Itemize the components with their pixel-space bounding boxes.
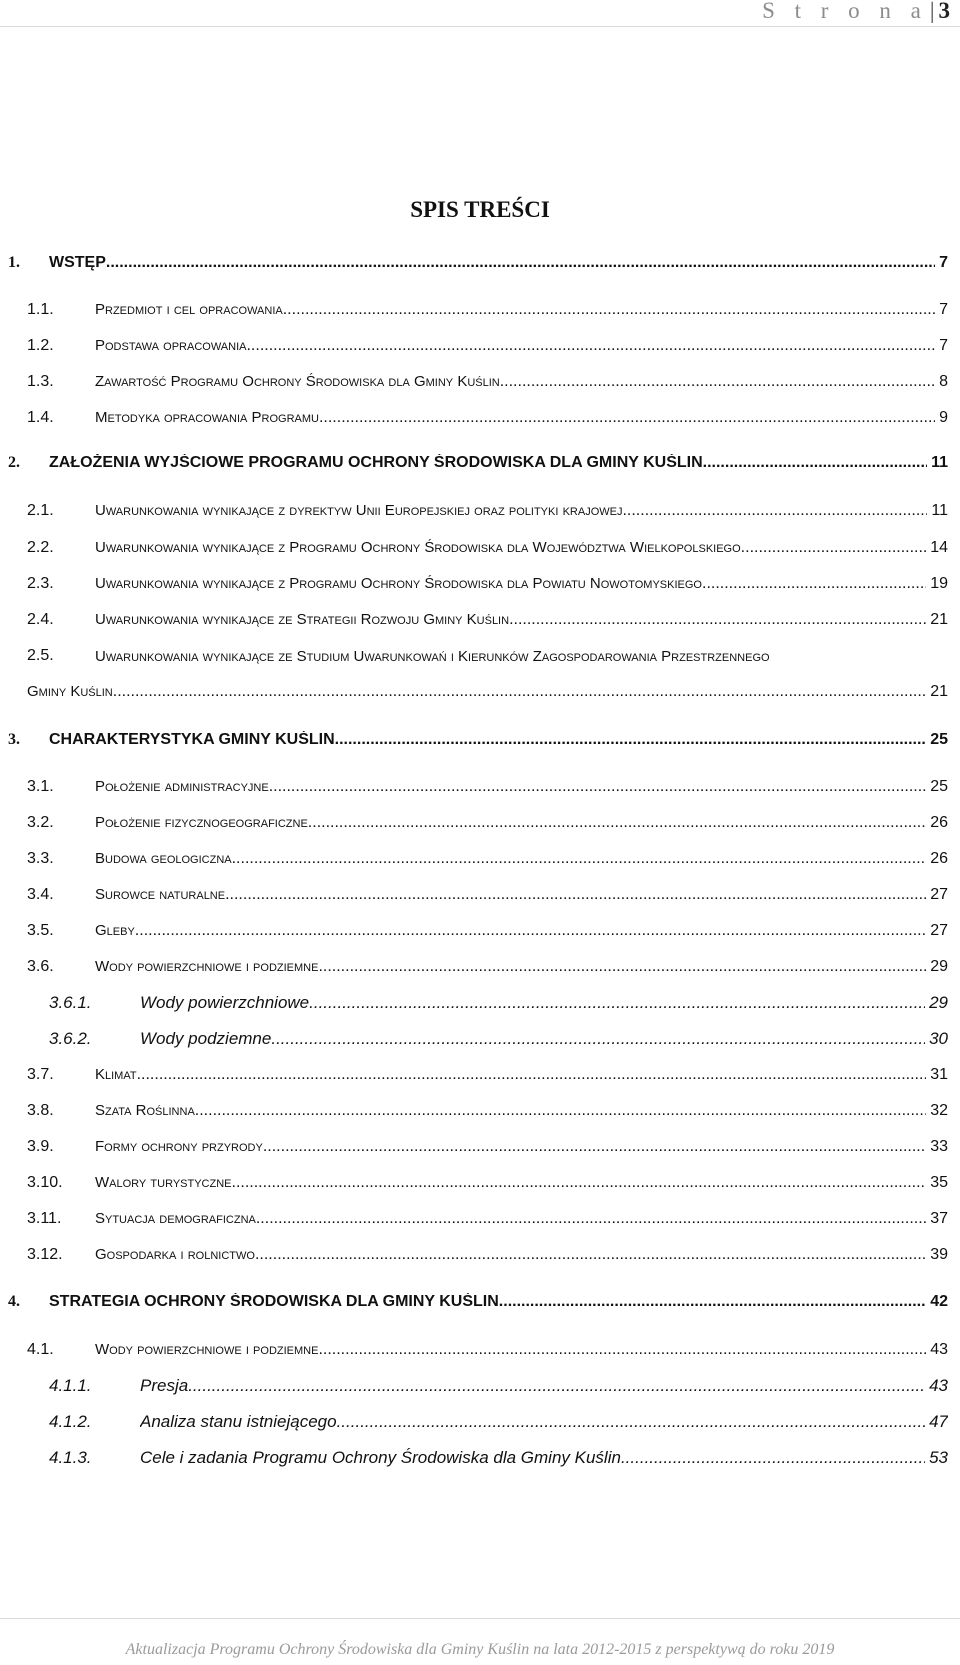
toc-entry-title-line	[95, 611, 948, 629]
toc-entry-title: WSTĘP	[49, 254, 106, 271]
toc-dot-leader	[283, 301, 935, 319]
toc-entry-title-line	[95, 778, 948, 796]
toc-entry[interactable]	[0, 810, 960, 836]
toc-entry[interactable]	[0, 450, 960, 476]
toc-entry-page: 39	[930, 1246, 948, 1263]
toc-entry-page: 43	[930, 1341, 948, 1358]
toc-entry-page: 14	[930, 539, 948, 556]
toc-entry-page: 11	[931, 502, 948, 519]
toc-dot-leader	[232, 850, 927, 868]
toc-entry[interactable]	[0, 846, 960, 872]
toc-dot-leader	[318, 1341, 926, 1359]
toc-entry-page: 29	[929, 993, 948, 1012]
toc-entry[interactable]	[0, 1134, 960, 1160]
toc-entry-title-line	[49, 1293, 948, 1311]
toc-entry-number: 4.1.1.	[49, 1376, 92, 1395]
toc-entry-title: Przedmiot i cel opracowania	[95, 301, 283, 318]
toc-entry-title-line	[95, 539, 948, 557]
toc-entry-number: 1.1.	[27, 301, 54, 318]
toc-entry-number: 3.6.	[27, 958, 54, 975]
toc-entry-number: 2.1.	[27, 502, 54, 519]
toc-dot-leader	[741, 539, 927, 557]
toc-entry-title: Budowa geologiczna	[95, 850, 232, 867]
toc-dot-leader	[500, 373, 935, 391]
toc-entry-title-line	[95, 1246, 948, 1264]
toc-entry[interactable]	[0, 954, 960, 980]
toc-entry-number: 2.3.	[27, 575, 54, 592]
page-footer	[0, 1618, 960, 1665]
toc-entry[interactable]	[0, 1098, 960, 1124]
toc-entry-page: 7	[939, 337, 948, 354]
toc-entry-number: 4.1.3.	[49, 1448, 92, 1467]
toc-entry-title-line	[49, 254, 948, 272]
toc-entry-number: 3.9.	[27, 1138, 54, 1155]
toc-entry-title-line	[49, 454, 948, 472]
toc-entry-title: CHARAKTERYSTYKA GMINY KUŚLIN	[49, 731, 335, 748]
toc-dot-leader	[263, 1138, 926, 1156]
toc-dot-leader	[195, 1102, 926, 1120]
toc-entry-title: Klimat	[95, 1066, 137, 1083]
toc-entry-number: 1.2.	[27, 337, 54, 354]
toc-entry-title: Szata Roślinna	[95, 1102, 195, 1119]
toc-entry-number: 3.7.	[27, 1066, 54, 1083]
toc-entry-number: 2.5.	[27, 647, 54, 664]
toc-entry-title-line	[95, 1066, 948, 1084]
toc-entry-title-line	[95, 1174, 948, 1192]
toc-entry-page: 21	[930, 611, 948, 628]
toc-entry-page: 26	[930, 850, 948, 867]
toc-entry[interactable]	[0, 990, 960, 1016]
toc-entry[interactable]	[0, 727, 960, 753]
toc-entry-title: Gospodarka i rolnictwo	[95, 1246, 255, 1263]
toc-dot-leader	[269, 778, 927, 796]
toc-entry-title: ZAŁOŻENIA WYJŚCIOWE PROGRAMU OCHRONY ŚRODOWISKA DLA GMINY KUŚLIN	[49, 454, 703, 471]
toc-entry-number: 2.	[8, 454, 20, 471]
toc-entry-number: 3.2.	[27, 814, 54, 831]
toc-entry[interactable]	[0, 1445, 960, 1471]
toc-entry[interactable]	[0, 607, 960, 633]
toc-entry-title-line	[95, 575, 948, 593]
toc-entry[interactable]	[0, 1206, 960, 1232]
toc-entry-title-line	[95, 502, 948, 520]
toc-entry-page: 42	[930, 1293, 948, 1310]
toc-entry-continuation[interactable]	[0, 679, 960, 705]
toc-entry-page: 7	[939, 254, 948, 271]
toc-entry-title-line	[95, 301, 948, 319]
toc-entry-number: 3.	[8, 731, 20, 748]
toc-dot-leader	[135, 922, 926, 940]
toc-entry-title: Cele i zadania Programu Ochrony Środowiska dla Gminy Kuślin	[140, 1448, 621, 1467]
toc-entry-title-line	[95, 850, 948, 868]
toc-entry-title-line	[140, 1448, 948, 1468]
toc-entry-title: Sytuacja demograficzna	[95, 1210, 256, 1227]
toc-dot-leader	[309, 993, 925, 1013]
toc-dot-leader	[246, 337, 935, 355]
toc-entry-page: 25	[930, 731, 948, 748]
toc-dot-leader	[499, 1293, 926, 1311]
toc-entry-number: 3.3.	[27, 850, 54, 867]
toc-entry-title-line	[95, 886, 948, 904]
toc-entry-title: Położenie administracyjne	[95, 778, 269, 795]
page-header	[0, 0, 960, 27]
toc-entry-number: 1.	[8, 254, 20, 271]
toc-entry-title-line	[140, 1029, 948, 1049]
toc-entry-number: 3.5.	[27, 922, 54, 939]
toc-entry[interactable]	[0, 1409, 960, 1435]
toc-entry-title: Wody powierzchniowe	[140, 993, 310, 1012]
toc-entry[interactable]	[0, 882, 960, 908]
toc-entry-title-line	[49, 731, 948, 749]
toc-entry[interactable]	[0, 1026, 960, 1052]
toc-entry-number: 3.6.1.	[49, 993, 92, 1012]
toc-entry-title-line	[95, 337, 948, 355]
toc-entry[interactable]	[0, 643, 960, 669]
toc-entry-title: Uwarunkowania wynikające z dyrektyw Unii Europejskiej oraz polityki krajowej	[95, 502, 623, 519]
toc-entry-title: Metodyka opracowania Programu	[95, 409, 319, 426]
toc-entry-title-line	[95, 1102, 948, 1120]
toc-entry-title: Uwarunkowania wynikające ze Studium Uwarunkowań i Kierunków Zagospodarowania Przestrzennego	[95, 647, 770, 665]
toc-entry[interactable]	[0, 333, 960, 359]
toc-dot-leader	[137, 1066, 927, 1084]
toc-entry[interactable]	[0, 498, 960, 524]
toc-dot-leader	[256, 1210, 926, 1228]
toc-entry-title: Wody powierzchniowe i podziemne	[95, 958, 319, 975]
toc-entry-number: 2.4.	[27, 611, 54, 628]
toc-dot-leader	[271, 1029, 925, 1049]
toc-entry-title: Presja	[140, 1376, 189, 1395]
toc-entry-title-line	[95, 1210, 948, 1228]
toc-entry-page: 33	[930, 1138, 948, 1155]
toc-dot-leader	[318, 958, 926, 976]
toc-dot-leader	[106, 254, 935, 272]
toc-entry[interactable]	[0, 1289, 960, 1315]
toc-entry-page: 27	[930, 886, 948, 903]
toc-entry[interactable]	[0, 1170, 960, 1196]
toc-entry-page: 25	[930, 778, 948, 795]
toc-entry-title: Uwarunkowania wynikające z Programu Ochrony Środowiska dla Województwa Wielkopolskiego	[95, 539, 741, 556]
toc-entry-page: 9	[939, 409, 948, 426]
toc-title: SPIS TREŚCI	[410, 197, 550, 222]
toc-entry[interactable]	[0, 774, 960, 800]
toc-entry-page: 7	[939, 301, 948, 318]
toc-entry-page: 47	[929, 1412, 948, 1431]
toc-entry-page: 30	[929, 1029, 948, 1048]
toc-entry-title: Surowce naturalne	[95, 886, 226, 903]
toc-entry-number: 4.	[8, 1293, 20, 1310]
toc-entry-title-line	[95, 409, 948, 427]
toc-entry-title-line	[95, 814, 948, 832]
toc-entry-number: 3.8.	[27, 1102, 54, 1119]
toc-entry-title: Podstawa opracowania	[95, 337, 247, 354]
toc-entry-title: Wody podziemne	[140, 1029, 272, 1048]
toc-entry[interactable]	[0, 1062, 960, 1088]
toc-entry[interactable]	[0, 405, 960, 431]
toc-entry[interactable]	[0, 571, 960, 597]
toc-entry-page: 35	[930, 1174, 948, 1191]
toc-entry-page: 26	[930, 814, 948, 831]
toc-entry-number: 3.1.	[27, 778, 54, 795]
toc-entry-title-line	[95, 958, 948, 976]
toc-entry-number: 2.2.	[27, 539, 54, 556]
toc-dot-leader	[255, 1246, 926, 1264]
toc-entry-page: 32	[930, 1102, 948, 1119]
toc-entry-title-line	[140, 1376, 948, 1396]
toc-entry[interactable]	[0, 297, 960, 323]
toc-entry-title: Uwarunkowania wynikające z Programu Ochrony Środowiska dla Powiatu Nowotomyskiego	[95, 575, 702, 592]
toc-entry-title: Uwarunkowania wynikające ze Strategii Rozwoju Gminy Kuślin	[95, 611, 510, 628]
toc-entry-title: STRATEGIA OCHRONY ŚRODOWISKA DLA GMINY KUŚLIN	[49, 1293, 499, 1310]
toc-entry-page: 21	[930, 683, 948, 700]
toc-dot-leader	[509, 611, 926, 629]
toc-dot-leader	[622, 502, 927, 520]
toc-dot-leader	[335, 731, 927, 749]
toc-entry-page: 29	[930, 958, 948, 975]
toc-entry-page: 19	[930, 575, 948, 592]
toc-entry-number: 3.6.2.	[49, 1029, 92, 1048]
toc-entry-title: Gleby	[95, 922, 135, 939]
toc-entry[interactable]	[0, 535, 960, 561]
toc-dot-leader	[188, 1376, 925, 1396]
toc-entry-title: Analiza stanu istniejącego	[140, 1412, 337, 1431]
toc-entry-title: Formy ochrony przyrody	[95, 1138, 263, 1155]
toc-entry-title-line	[140, 1412, 948, 1432]
toc-entry-title-line	[140, 993, 948, 1013]
toc-dot-leader	[308, 814, 926, 832]
toc-dot-leader	[232, 1174, 927, 1192]
toc-entry-title-line	[95, 648, 948, 665]
toc-dot-leader	[225, 886, 926, 904]
page-number-label	[762, 0, 950, 24]
toc-entry-page: 8	[939, 373, 948, 390]
toc-entry-title-line	[95, 922, 948, 940]
toc-entry-page: 31	[930, 1066, 948, 1083]
header-label: S t r o n a	[762, 0, 928, 23]
toc-entry[interactable]	[0, 1242, 960, 1268]
toc-entry[interactable]	[0, 369, 960, 395]
toc-dot-leader	[621, 1448, 925, 1468]
toc-entry-number: 3.12.	[27, 1246, 63, 1263]
toc-dot-leader	[113, 683, 926, 701]
toc-entry-title-line	[95, 1138, 948, 1156]
toc-entry-title-line	[95, 373, 948, 391]
toc-entry-page: 53	[929, 1448, 948, 1467]
header-page-number: 3	[938, 0, 950, 23]
toc-dot-leader	[337, 1412, 926, 1432]
toc-entry-page: 11	[931, 454, 948, 471]
toc-entry[interactable]	[0, 250, 960, 276]
toc-entry-title: Położenie fizycznogeograficzne	[95, 814, 308, 831]
toc-entry-number: 1.4.	[27, 409, 54, 426]
toc-entry-number: 4.1.2.	[49, 1412, 92, 1431]
toc-entry-title-continuation: Gminy Kuślin	[27, 683, 113, 700]
toc-entry-number: 3.4.	[27, 886, 54, 903]
toc-entry-title: Wody powierzchniowe i podziemne	[95, 1341, 319, 1358]
toc-entry[interactable]	[0, 1373, 960, 1399]
toc-entry-number: 3.11.	[27, 1210, 62, 1227]
toc-entry-number: 1.3.	[27, 373, 54, 390]
toc-entry-page: 27	[930, 922, 948, 939]
toc-entry[interactable]	[0, 918, 960, 944]
toc-entry-title: Walory turystyczne	[95, 1174, 232, 1191]
toc-entry-page: 37	[930, 1210, 948, 1227]
toc-entry-number: 3.10.	[27, 1174, 63, 1191]
toc-entry-title-line	[95, 1341, 948, 1359]
toc-entry-page: 43	[929, 1376, 948, 1395]
footer-text: Aktualizacja Programu Ochrony Środowiska dla Gminy Kuślin na lata 2012-2015 z perspektywą do roku 2019	[125, 1641, 835, 1658]
toc-dot-leader	[703, 454, 927, 472]
toc-dot-leader	[702, 575, 926, 593]
header-separator: |	[929, 0, 935, 23]
toc-entry-title-line	[27, 683, 948, 701]
toc-dot-leader	[319, 409, 935, 427]
toc-entry-number: 4.1.	[27, 1341, 54, 1358]
toc-entry-title: Zawartość Programu Ochrony Środowiska dla Gminy Kuślin	[95, 373, 500, 390]
toc-entry[interactable]	[0, 1337, 960, 1363]
